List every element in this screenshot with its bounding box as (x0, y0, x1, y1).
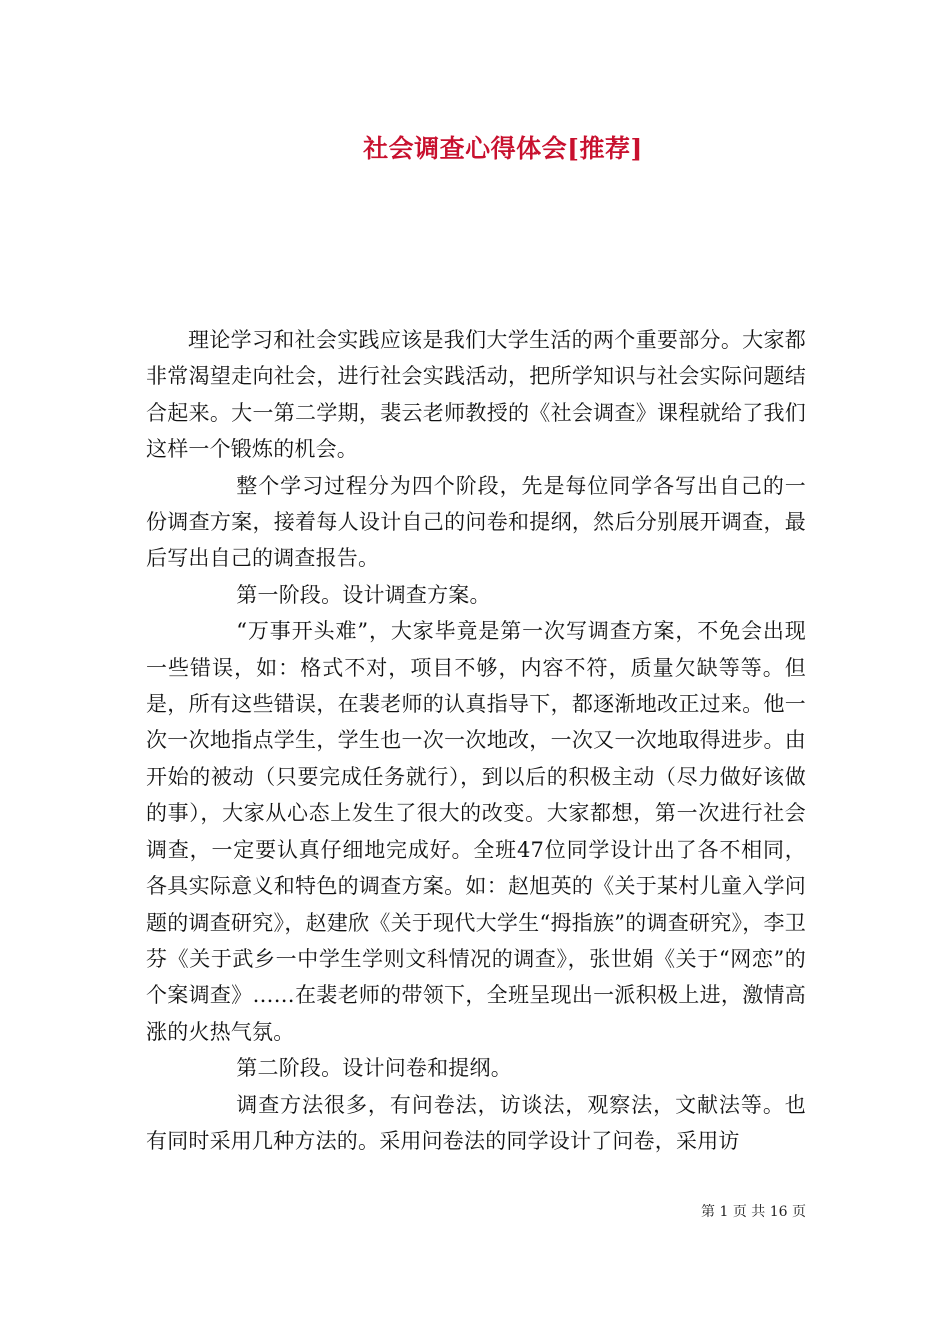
section-heading-stage-two: 第二阶段。设计问卷和提纲。 (236, 1056, 512, 1081)
paragraph-process: 整个学习过程分为四个阶段，先是每位同学各写出自己的一份调查方案，接着每人设计自己的问卷和提纲，然后分别展开调查，最后写出自己的调查报告。 (146, 473, 806, 571)
document-body (146, 322, 806, 1159)
document-title: 社会调查心得体会[推荐] (363, 134, 643, 163)
paragraph-stage-one: “万事开头难”，大家毕竟是第一次写调查方案，不免会出现一些错误，如：格式不对，项目不够，内容不符，质量欠缺等等。但是，所有这些错误，在裴老师的认真指导下，都逐渐地改正过来。他一次一次地指点学生，学生也一次一次地改，一次又一次地取得进步。由开始的被动（只要完成任务就行），到以后的积极主动（尽力做好该做的事），大家从心态上发生了很大的改变。大家都想，第一次进行社会调查，一定要认真仔细地完成好。全班47位同学设计出了各不相同，各具实际意义和特色的调查方案。如：赵旭英的《关于某村儿童入学问题的调查研究》，赵建欣《关于现代大学生“拇指族”的调查研究》，李卫芬《关于武乡一中学生学则文科情况的调查》，张世娟《关于“网恋”的个案调查》……在裴老师的带领下，全班呈现出一派积极上进，激情高涨的火热气氛。 (146, 619, 806, 1044)
paragraph-stage-two: 调查方法很多，有问卷法，访谈法，观察法，文献法等。也有同时采用几种方法的。采用问卷法的同学设计了问卷，采用访 (146, 1092, 806, 1153)
paragraph-intro: 理论学习和社会实践应该是我们大学生活的两个重要部分。大家都非常渴望走向社会，进行社会实践活动，把所学知识与社会实际问题结合起来。大一第二学期，裴云老师教授的《社会调查》课程就给了我们这样一个锻炼的机会。 (146, 328, 806, 462)
page-number-footer: 第 1 页 共 16 页 (701, 1204, 806, 1220)
section-heading-stage-one: 第一阶段。设计调查方案。 (236, 582, 491, 607)
